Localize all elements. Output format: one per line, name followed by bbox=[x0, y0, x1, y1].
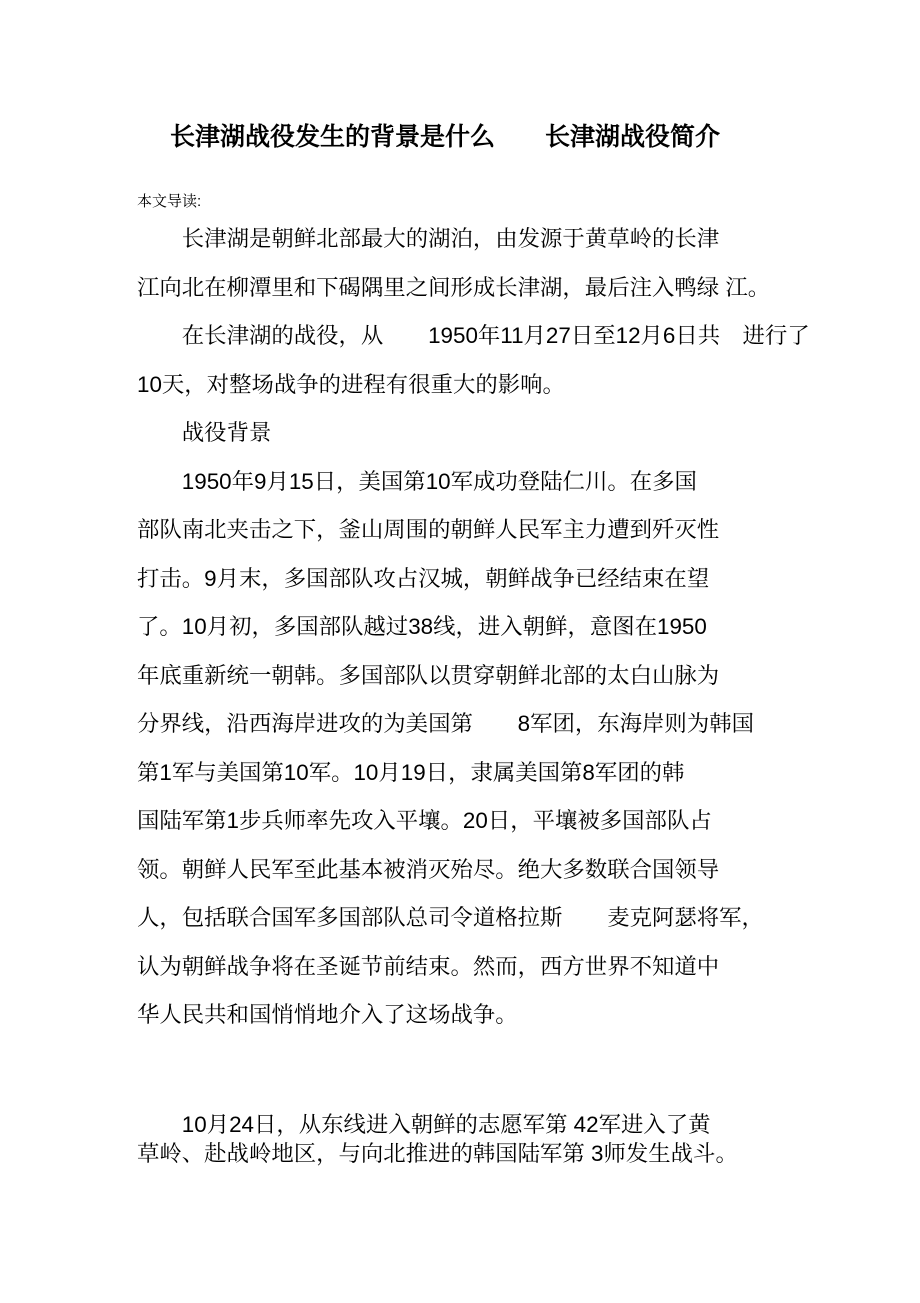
body-line: 1950年9月15日，美国第10军成功登陆仁川。在多国 bbox=[181, 468, 697, 494]
body-line: 年底重新统一朝韩。多国部队以贯穿朝鲜北部的太白山脉为 bbox=[137, 662, 720, 688]
body-line: 在长津湖的战役，从 1950年11月27日至12月6日共 进行了 bbox=[181, 323, 810, 348]
body-line: 部队南北夹击之下，釜山周围的朝鲜人民军主力遭到歼灭性 bbox=[137, 517, 720, 542]
body-line section-heading: 战役背景 bbox=[181, 420, 272, 445]
body-line: 领。朝鲜人民军至此基本被消灭殆尽。绝大多数联合国领导 bbox=[137, 856, 720, 882]
body-line: 华人民共和国悄悄地介入了这场战争。 bbox=[137, 1002, 518, 1027]
body-line: 分界线，沿西海岸进攻的为美国第 8军团，东海岸则为韩国 bbox=[137, 711, 754, 736]
body-line: 人，包括联合国军多国部队总司令道格拉斯 麦克阿瑟将军， bbox=[137, 905, 764, 930]
body-line: 长津湖是朝鲜北部最大的湖泊，由发源于黄草岭的长津 bbox=[181, 226, 720, 251]
closing-paragraph bbox=[137, 1110, 807, 1168]
document-title: 长津湖战役发生的背景是什么 长津湖战役简介 bbox=[170, 123, 721, 151]
body-line: 国陆军第1步兵师率先攻入平壤。20日，平壤被多国部队占 bbox=[137, 808, 712, 833]
lead-in-label: 本文导读: bbox=[137, 193, 202, 210]
body-line: 打击。9月末，多国部队攻占汉城，朝鲜战争已经结束在望 bbox=[137, 565, 710, 591]
body-line: 江向北在柳潭里和下碣隅里之间形成长津湖，最后注入鸭绿 江。 bbox=[137, 274, 771, 300]
document-body bbox=[137, 215, 810, 1040]
closing-line: 10月24日，从东线进入朝鲜的志愿军第 42军进入了黄 bbox=[181, 1112, 711, 1137]
body-line: 10天，对整场战争的进程有很重大的影响。 bbox=[137, 371, 565, 397]
body-line: 了。10月初，多国部队越过38线，进入朝鲜，意图在1950 bbox=[137, 614, 707, 639]
body-line: 认为朝鲜战争将在圣诞节前结束。然而，西方世界不知道中 bbox=[137, 953, 720, 979]
closing-line: 草岭、赴战岭地区，与向北推进的韩国陆军第 3师发生战斗。 bbox=[137, 1141, 738, 1166]
body-line: 第1军与美国第10军。10月19日，隶属美国第8军团的韩 bbox=[137, 759, 685, 785]
